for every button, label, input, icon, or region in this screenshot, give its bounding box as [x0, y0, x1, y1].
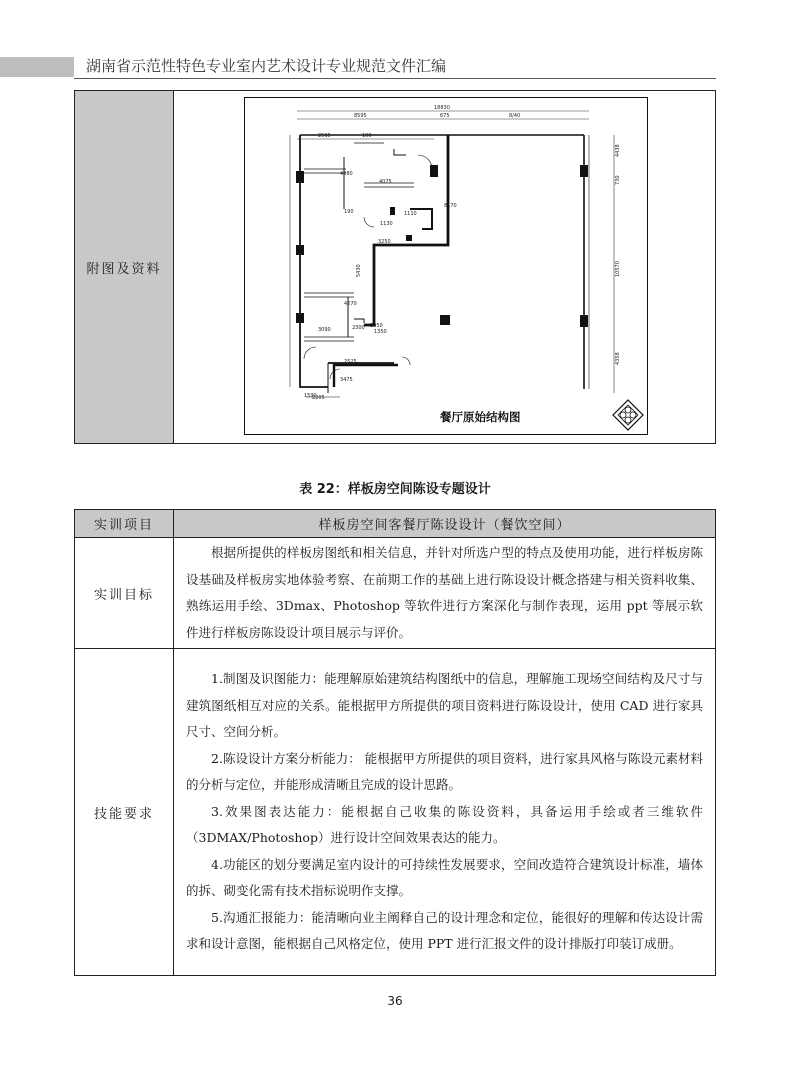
dim-inner-3: 1110 [404, 211, 417, 217]
dim-inner-17: 1350 [374, 329, 387, 335]
header-rule [74, 78, 716, 79]
dim-inner-9: 3090 [318, 327, 331, 333]
floor-plan-drawing [244, 97, 648, 435]
skill-item: 5.沟通汇报能力：能清晰向业主阐释自己的设计理念和定位，能很好的理解和传达设计需求和设计意图，能根据自己风格定位，使用 PPT 进行汇报文件的设计排版打印装订成册。 [186, 909, 703, 952]
dim-inner-16: 1050 [370, 323, 383, 329]
figure-label: 附图及资料 [75, 91, 174, 444]
table-title: 表 22：样板房空间陈设专题设计 [299, 482, 491, 497]
dim-inner-8: 5430 [356, 264, 362, 277]
dim-right-4: 4358 [615, 352, 621, 365]
project-label: 实训项目 [75, 510, 174, 538]
dim-left-span: 8595 [354, 113, 367, 119]
header-title: 湖南省示范性特色专业室内艺术设计专业规范文件汇编 [86, 57, 447, 75]
dim-mid-span: 675 [440, 113, 450, 119]
dim-inner-11: 2525 [344, 359, 357, 365]
dim-right-span: 8/40 [509, 113, 521, 119]
project-value: 样板房空间客餐厅陈设设计（餐饮空间） [174, 510, 716, 538]
skill-label: 技能要求 [75, 649, 174, 976]
page-number: 36 [387, 994, 403, 1008]
dim-total: 18830 [434, 105, 450, 111]
dim-inner-5: 3250 [378, 239, 391, 245]
dim-inner-12: 3475 [340, 377, 353, 383]
goal-text: 根据所提供的样板房图纸和相关信息，并针对所选户型的特点及使用功能，进行样板房陈设基础及样板房实地体验考察、在前期工作的基础上进行陈设设计概念搭建与相关资料收集、熟练运用手绘、3Dmax、Photoshop 等软件进行方案深化与制作表现，运用 ppt 等展示软件进行样板房陈设设计项目展示与评价。 [186, 545, 703, 640]
skill-cell [174, 649, 716, 976]
skill-item: 3.效果图表达能力：能根据自己收集的陈设资料，具备运用手绘或者三维软件（3DMAX/Photoshop）进行设计空间效果表达的能力。 [186, 803, 703, 846]
skill-item: 2.陈设设计方案分析能力： 能根据甲方所提供的项目资料，进行家具风格与陈设元素材料的分析与定位，并能形成清晰且完成的设计思路。 [186, 750, 703, 793]
skill-item: 4.功能区的划分要满足室内设计的可持续性发展要求，空间改造符合建筑设计标准，墙体的拆、砌变化需有技术指标说明作支撑。 [186, 856, 703, 899]
dim-right-3: 10570 [615, 261, 621, 277]
dim-inner-1: 4280 [340, 171, 353, 177]
dim-right-2: 730 [615, 175, 621, 185]
dim-inner-2: 4075 [379, 179, 392, 185]
dim-room1: 2505 [318, 133, 331, 139]
dim-inner-13: 1590 [304, 393, 317, 399]
drawing-caption: 餐厅原始结构图 [440, 410, 521, 424]
goal-cell [174, 538, 716, 649]
dim-inner-14: 2205 [312, 395, 325, 401]
dim-inner-4: 190 [344, 209, 354, 215]
dim-inner-7: 8170 [444, 203, 457, 209]
dim-right-1: 4438 [615, 144, 621, 157]
dim-inner-10: 4270 [344, 301, 357, 307]
skill-item: 1.制图及识图能力：能理解原始建筑结构图纸中的信息，理解施工现场空间结构及尺寸与建筑图纸相互对应的关系。能根据甲方所提供的项目资料进行陈设设计，使用 CAD 进行家具尺寸、空间分析。 [186, 671, 703, 740]
goal-label: 实训目标 [75, 538, 174, 649]
drawing-frame [245, 98, 648, 435]
dim-inner-15: 2300 [352, 325, 365, 331]
table-22 [74, 509, 716, 976]
dim-room2: 100 [362, 133, 372, 139]
dim-inner-6: 1130 [380, 221, 393, 227]
header-gray-block [0, 57, 74, 77]
